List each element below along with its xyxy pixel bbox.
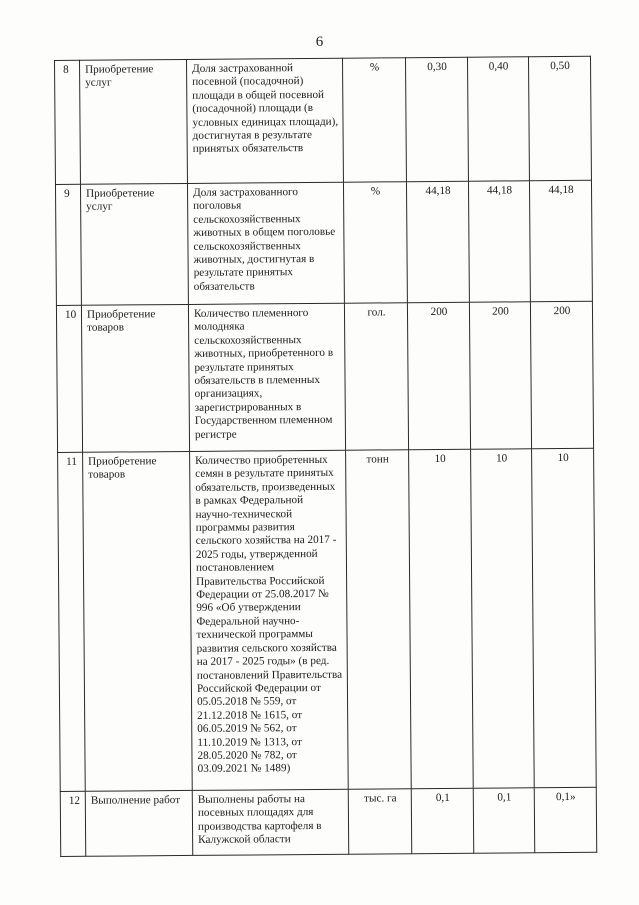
page-number: 6 [315,34,324,50]
row-number: 11 [58,452,86,791]
row-type: Приобретение услуг [80,59,188,184]
row-indicator: Выполнены работы на посевных площадях для производства картофеля в Калужской области [192,789,349,855]
row-value-1: 0,30 [405,57,468,181]
row-indicator: Доля застрахованной посевной (посадочной) площади в общей посевной (посадочной) площади (в условных единицах площади), достигнутая в результате принятых обязательств [186,58,343,183]
row-value-3: 0,50 [528,56,591,180]
row-value-1: 44,18 [406,181,469,302]
row-value-1: 200 [407,302,470,449]
row-indicator: Количество племенного молодняка сельскохозяйственных животных, приобретенного в результате принятых обязательств в племенных организациях, зарегистрированных в Государственном племенном регистре [188,303,345,451]
table-row [55,56,592,184]
row-unit: % [343,182,407,303]
row-type: Выполнение работ [85,790,193,856]
row-value-2: 200 [469,302,531,449]
row-value-2: 0,1 [473,788,535,853]
row-indicator: Доля застрахованного поголовья сельскохозяйственных животных в общем поголовье сельскохозяйственных животных, достигнутая в результате принятых обязательств [187,182,344,304]
row-number: 12 [60,791,86,856]
row-value-2: 0,40 [467,57,529,181]
table-row [58,448,597,791]
row-value-2: 10 [471,449,535,788]
row-number: 10 [56,305,82,452]
row-type: Приобретение товаров [83,451,193,791]
row-value-3: 44,18 [529,180,592,301]
row-type: Приобретение услуг [80,183,188,305]
row-unit: тыс. га [348,789,412,854]
row-number: 9 [55,184,81,305]
row-unit: гол. [344,303,408,450]
row-unit: % [342,58,406,182]
row-value-2: 44,18 [468,181,530,302]
row-value-3: 200 [530,301,593,448]
row-number: 8 [55,60,81,184]
indicators-table [54,56,597,857]
row-value-3: 10 [532,448,597,787]
row-unit: тонн [346,450,412,789]
row-indicator: Количество приобретенных семян в результате принятых обязательств, произведенных в рамках Федеральной научно-технической программы развития сельского хозяйства на 2017 - 2025 годы, утвержденной постановлением Правительства Российской Федерации от 25.08.2017 № 996 «Об утверждении Федеральной научно-технической программы развития сельского хозяйства на 2017 - 2025 годы» (в ред. постановлений Правительства Российской Федерации от 05.05.2018 № 559, от 21.12.2018 № 1615, от 06.05.2019 № 562, от 11.10.2019 № 1313, от 28.05.2020 № 782, от 03.09.2021 № 1489) [190,450,349,790]
row-type: Приобретение товаров [81,304,189,452]
table-row [55,180,592,305]
table-row [60,787,596,856]
row-value-3: 0,1» [534,787,597,852]
row-value-1: 10 [409,449,474,788]
table-row [56,301,593,452]
row-value-1: 0,1 [411,788,474,853]
